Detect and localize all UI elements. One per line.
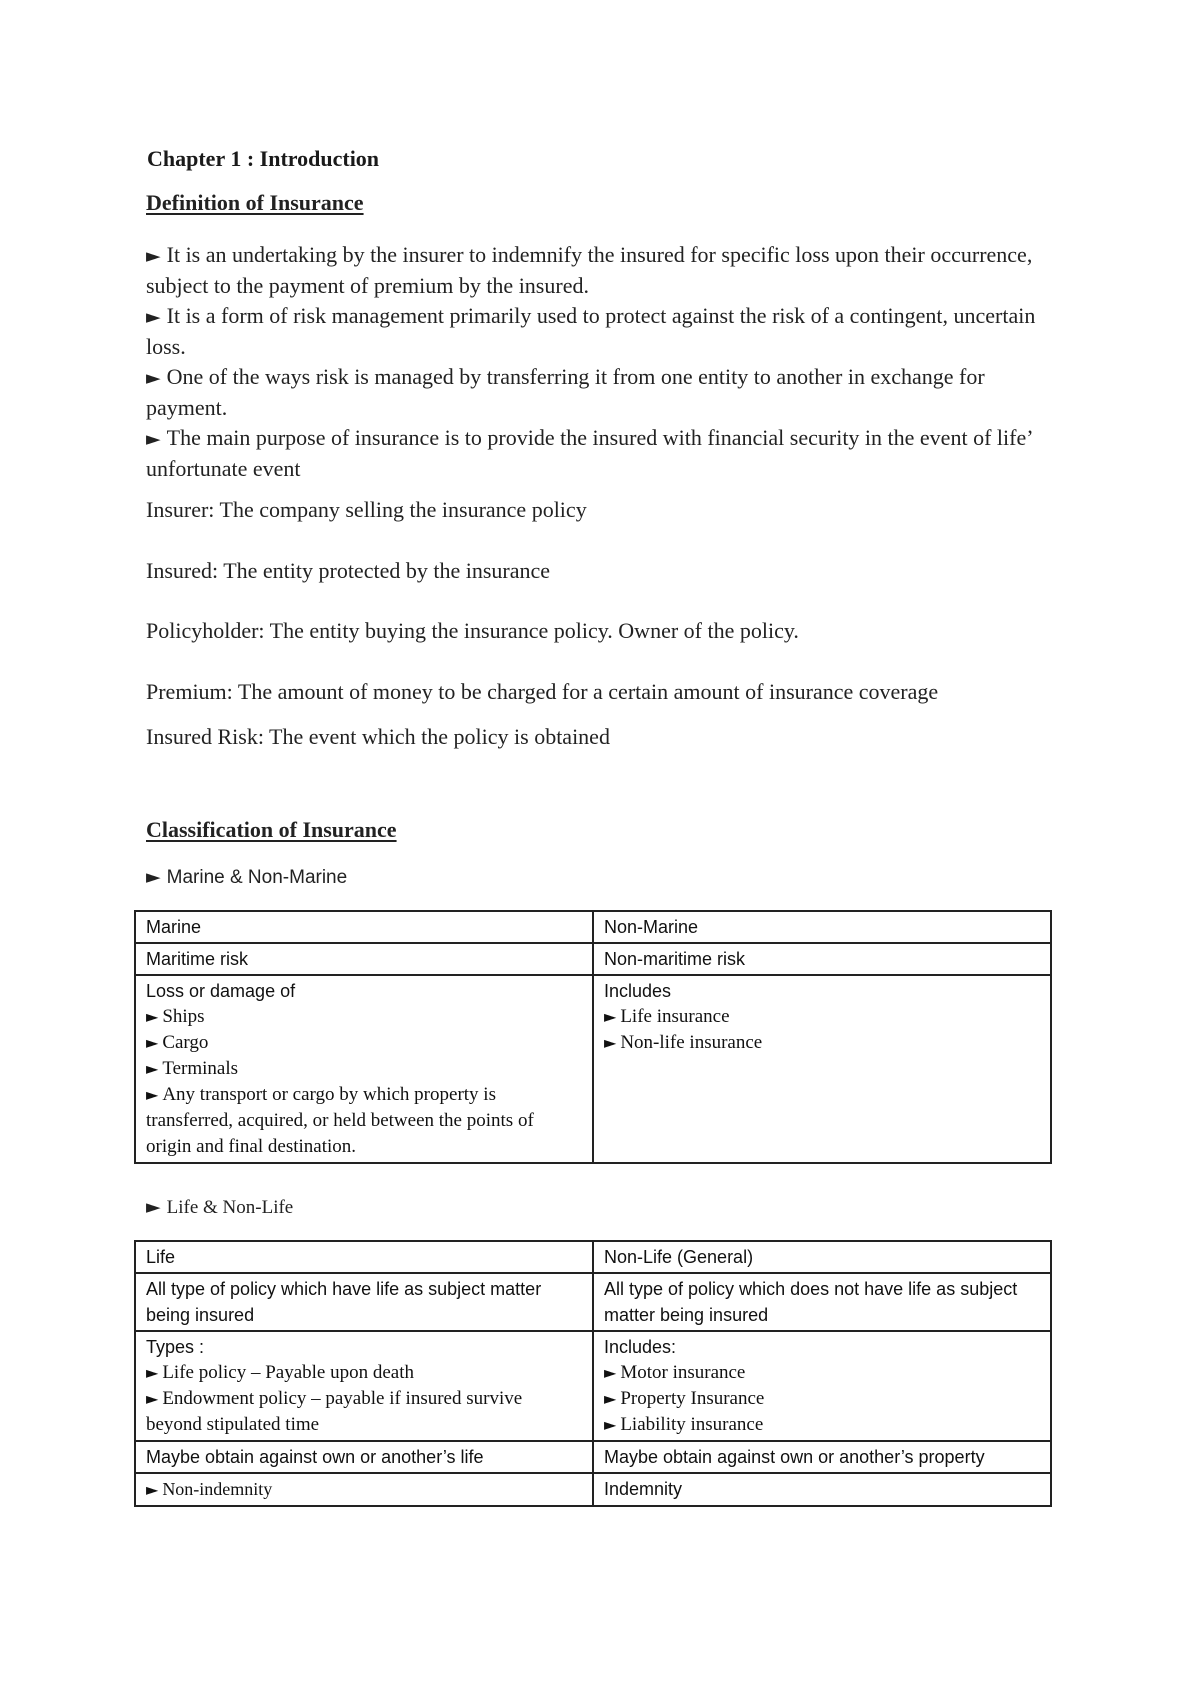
- cell-title: Loss or damage of: [146, 981, 296, 1001]
- cell-title: Includes:: [604, 1337, 677, 1357]
- definition-bullets: [146, 240, 1066, 484]
- definition-bullet: ► It is an undertaking by the insurer to indemnify the insured for specific loss upon their occurrence, subject to the payment of premium by the insured.: [146, 242, 1033, 298]
- bullet-arrow-icon: ►: [604, 1389, 617, 1408]
- classification-heading: Classification of Insurance: [146, 817, 397, 842]
- bullet-arrow-icon: ►: [146, 306, 161, 328]
- term-premium: Premium: The amount of money to be charged for a certain amount of insurance coverage: [146, 679, 939, 704]
- bullet-arrow-icon: ►: [146, 1480, 159, 1499]
- list-item: ► Motor insurance: [604, 1362, 746, 1383]
- bullet-arrow-icon: ►: [146, 428, 161, 450]
- table-cell: Maritime risk: [135, 943, 593, 975]
- table-cell: Maybe obtain against own or another’s life: [135, 1441, 593, 1473]
- table-row: [135, 1241, 1051, 1273]
- table-row: [135, 911, 1051, 943]
- table-cell: Marine: [135, 911, 593, 943]
- bullet-arrow-icon: ►: [604, 1415, 617, 1434]
- list-item: ► Ships: [146, 1006, 205, 1027]
- bullet-arrow-icon: ►: [146, 1363, 159, 1382]
- table-row: [135, 943, 1051, 975]
- bullet-arrow-icon: ►: [146, 866, 161, 888]
- table-cell: [135, 1331, 593, 1441]
- table-row: [135, 1441, 1051, 1473]
- marine-table: [134, 910, 1052, 1164]
- chapter-title: Chapter 1 : Introduction: [147, 146, 380, 171]
- definition-heading: Definition of Insurance: [146, 190, 364, 215]
- marine-label: ► Marine & Non-Marine: [146, 866, 348, 888]
- table-cell: [135, 975, 593, 1163]
- table-cell: Non-maritime risk: [593, 943, 1051, 975]
- definition-bullet: ► One of the ways risk is managed by transferring it from one entity to another in exchange for payment.: [146, 364, 985, 420]
- table-cell: All type of policy which have life as subject matter being insured: [135, 1273, 593, 1331]
- list-item: ► Endowment policy – payable if insured survive beyond stipulated time: [146, 1388, 523, 1435]
- bullet-arrow-icon: ►: [604, 1363, 617, 1382]
- bullet-arrow-icon: ►: [146, 1196, 161, 1218]
- term-insured: Insured: The entity protected by the insurance: [146, 558, 551, 583]
- definition-bullet: ► The main purpose of insurance is to provide the insured with financial security in the event of life’ unfortunate event: [146, 425, 1032, 481]
- bullet-arrow-icon: ►: [146, 1007, 159, 1026]
- table-cell: Indemnity: [593, 1473, 1051, 1506]
- bullet-arrow-icon: ►: [604, 1033, 617, 1052]
- list-item: ► Any transport or cargo by which property is transferred, acquired, or held between the points of origin and final destination.: [146, 1084, 534, 1157]
- list-item: ► Life policy – Payable upon death: [146, 1362, 414, 1383]
- life-table: [134, 1240, 1052, 1507]
- list-item: ► Property Insurance: [604, 1388, 765, 1409]
- life-label: ► Life & Non-Life: [146, 1196, 294, 1218]
- term-insured-risk: Insured Risk: The event which the policy is obtained: [146, 724, 610, 749]
- bullet-arrow-icon: ►: [146, 1033, 159, 1052]
- table-row: [135, 975, 1051, 1163]
- term-policyholder: Policyholder: The entity buying the insurance policy. Owner of the policy.: [146, 618, 799, 643]
- table-cell: ► Non-indemnity: [135, 1473, 593, 1506]
- table-row: [135, 1273, 1051, 1331]
- table-cell: Non-Marine: [593, 911, 1051, 943]
- definition-bullet: ► It is a form of risk management primarily used to protect against the risk of a contingent, uncertain loss.: [146, 303, 1036, 359]
- bullet-arrow-icon: ►: [146, 1059, 159, 1078]
- list-item: ► Cargo: [146, 1032, 209, 1053]
- bullet-arrow-icon: ►: [146, 1085, 159, 1104]
- table-cell: All type of policy which does not have life as subject matter being insured: [593, 1273, 1051, 1331]
- list-item: ► Terminals: [146, 1058, 239, 1079]
- bullet-arrow-icon: ►: [604, 1007, 617, 1026]
- bullet-arrow-icon: ►: [146, 1389, 159, 1408]
- list-item: ► Liability insurance: [604, 1414, 764, 1435]
- cell-title: Types :: [146, 1337, 205, 1357]
- table-cell: Non-Life (General): [593, 1241, 1051, 1273]
- bullet-arrow-icon: ►: [146, 245, 161, 267]
- table-row: [135, 1331, 1051, 1441]
- table-cell: Life: [135, 1241, 593, 1273]
- table-row: [135, 1473, 1051, 1506]
- list-item: ► Life insurance: [604, 1006, 730, 1027]
- list-item: ► Non-life insurance: [604, 1032, 763, 1053]
- term-insurer: Insurer: The company selling the insurance policy: [146, 497, 587, 522]
- cell-title: Includes: [604, 981, 672, 1001]
- table-cell: [593, 975, 1051, 1163]
- bullet-arrow-icon: ►: [146, 367, 161, 389]
- table-cell: [593, 1331, 1051, 1441]
- table-cell: Maybe obtain against own or another’s property: [593, 1441, 1051, 1473]
